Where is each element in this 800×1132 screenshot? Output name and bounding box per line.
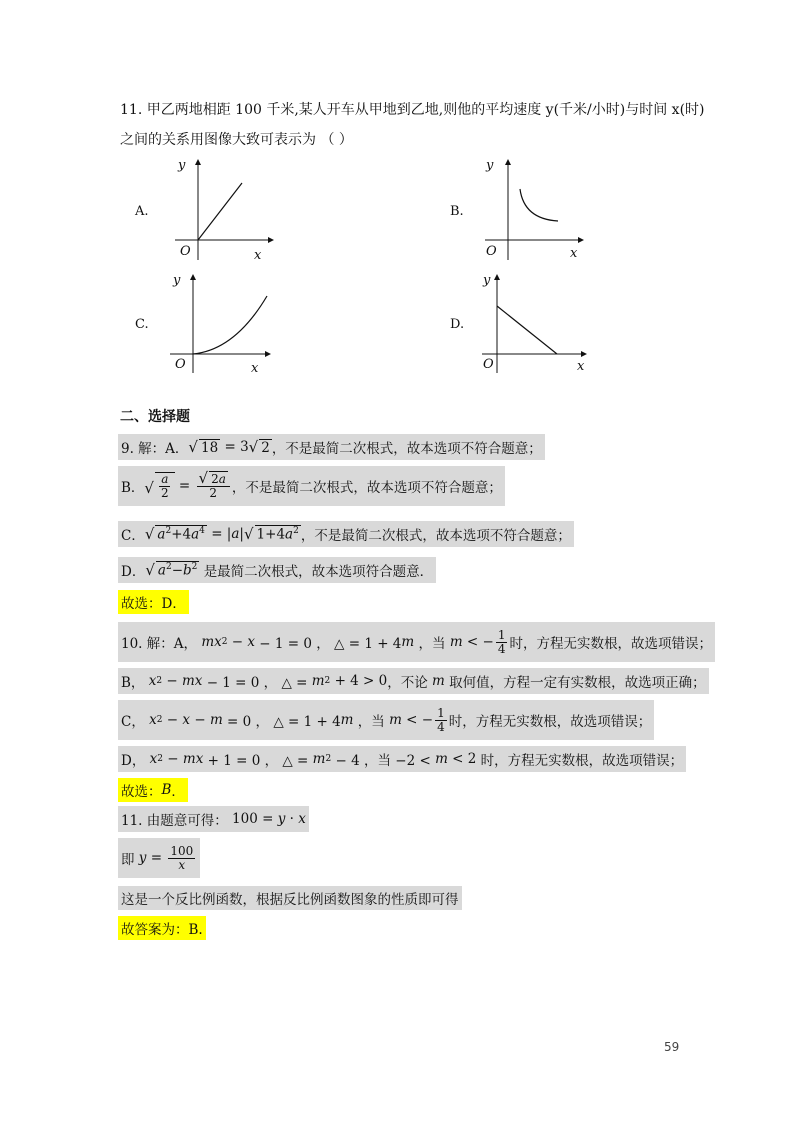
page-number: 59: [664, 1040, 680, 1054]
sol11-line1: 11. 由题意可得： 100 = y · x: [118, 806, 309, 832]
sol10-a-text: 时，方程无实数根，故选项错误；: [509, 636, 712, 652]
sol9-answer: 故选：D．: [118, 590, 189, 614]
sol9-a-text: ，不是最简二次根式，故本选项不符合题意；: [271, 441, 542, 457]
sol9-line-b: B． √ $\frac{a}{2}$ = √ $\frac{2a}{2}$ ，不是最简二次根式，故本选项不符合题意；: [118, 466, 505, 506]
graph-c: [165, 268, 280, 382]
sol11-line2: 即 y = $\frac{100}{x}$: [118, 838, 200, 878]
sol10-line-b: B， x 2 − mx − 1 = 0 ， △ = m 2 + 4 > 0 ，不论 m 取何值，方程一定有实数根，故选项正确；: [118, 668, 709, 694]
sol10-d-text: 时，方程无实数根，故选项错误；: [480, 753, 684, 769]
sol10-line-c: C， x 2 − x − m = 0 ， △ = 1 + 4 m ，当 m < − $\frac{1}{4}$ 时，方程无实数根，故选项错误；: [118, 700, 654, 740]
x-axis-label: x: [570, 246, 578, 261]
origin-label: O: [483, 357, 494, 372]
sol10-answer-suffix: ．: [171, 784, 185, 800]
y-axis-label: y: [173, 273, 181, 288]
y-axis-label: y: [483, 273, 491, 288]
sol10-b-mid: ，不论: [387, 675, 428, 691]
sol10-answer-prefix: 故选：: [121, 784, 162, 800]
sol10-b-text: 取何值，方程一定有实数根，故选项正确；: [449, 675, 706, 691]
sol10-line-d: D， x 2 − mx + 1 = 0 ， △ = m 2 − 4 ，当 −2 < m < 2 时，方程无实数根，故选项错误；: [118, 746, 686, 772]
sol10-answer-letter: B: [161, 782, 172, 798]
sol9-line-c: C． √ $a^2+4a^4$ = | a | √ $1+4a^2$ ，不是最简二次根式，故本选项不符合题意；: [118, 521, 574, 547]
option-d-label: D.: [450, 317, 465, 332]
y-axis-label: y: [178, 158, 186, 173]
origin-label: O: [175, 357, 186, 372]
origin-label: O: [486, 244, 497, 259]
graph-a: [170, 155, 280, 269]
sol10-a-prefix: 10. 解：A，: [121, 636, 198, 652]
x-axis-label: x: [577, 359, 585, 374]
x-axis-label: x: [254, 248, 262, 263]
question-11-line1: 11. 甲乙两地相距 100 千米,某人开车从甲地到乙地,则他的平均速度 y(千米/小时)与时间 x(时): [120, 102, 705, 118]
option-b-label: B.: [450, 204, 464, 219]
sol11-answer: 故答案为：B.: [118, 916, 206, 940]
y-axis-label: y: [486, 158, 494, 173]
origin-label: O: [180, 244, 191, 259]
question-11-line2: 之间的关系用图像大致可表示为 （ ）: [120, 132, 353, 148]
sol9-c-text: ，不是最简二次根式，故本选项不符合题意；: [300, 528, 571, 544]
sol9-line-d: D． √ $a^2-b^2$ 是最简二次根式，故本选项符合题意．: [118, 557, 436, 583]
sol9-d-text: 是最简二次根式，故本选项符合题意．: [203, 564, 434, 580]
option-c-label: C.: [135, 317, 149, 332]
section-title: 二、选择题: [120, 409, 190, 425]
sol10-c-text: 时，方程无实数根，故选项错误；: [448, 714, 652, 730]
graph-d: [477, 268, 592, 382]
sol11-line1-text: 11. 由题意可得：: [121, 813, 228, 829]
sol9-line-a: 9. 解：A． √ 18 = 3 √ 2 ，不是最简二次根式，故本选项不符合题意；: [118, 434, 545, 460]
sol10-c-prefix: C，: [121, 714, 145, 730]
sol9-d-prefix: D．: [121, 564, 146, 580]
x-axis-label: x: [251, 361, 259, 376]
sol10-b-prefix: B，: [121, 675, 145, 691]
sol10-line-a: 10. 解：A， mx 2 − x − 1 = 0 ， △ = 1 + 4 m ，当 m < − $\frac{1}{4}$ 时，方程无实数根，故选项错误；: [118, 622, 715, 662]
option-a-label: A.: [135, 204, 149, 219]
graph-b: [480, 155, 590, 269]
sol10-d-prefix: D，: [121, 753, 146, 769]
sol9-c-prefix: C．: [121, 528, 145, 544]
sol9-a-prefix: 9. 解：A．: [121, 441, 189, 457]
sol10-answer: [118, 778, 188, 802]
sol11-line3: 这是一个反比例函数，根据反比例函数图象的性质即可得: [118, 886, 462, 910]
sol9-b-prefix: B．: [121, 480, 145, 496]
sol11-line2-text: 即: [121, 852, 135, 868]
sol9-b-text: ，不是最简二次根式，故本选项不符合题意；: [231, 480, 502, 496]
